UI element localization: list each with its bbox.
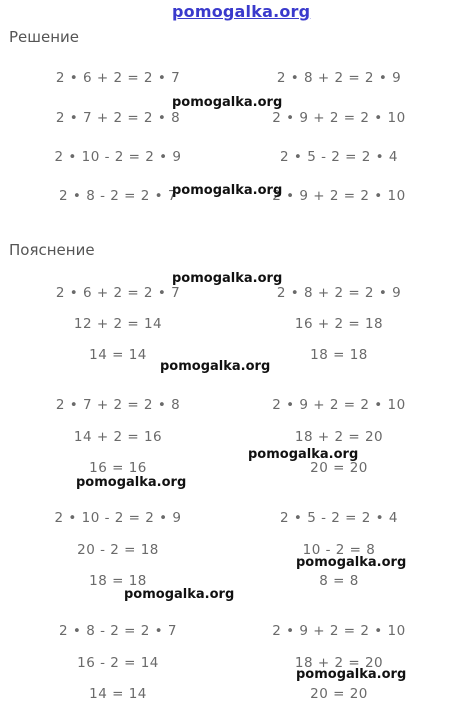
- solution-right-eq-3: 2 • 5 - 2 = 2 • 4: [280, 149, 398, 165]
- watermark: pomogalka.org: [296, 667, 407, 682]
- explanation-right-3-line-2: 10 - 2 = 8: [302, 542, 376, 558]
- explanation-left-4-line-3: 14 = 14: [89, 686, 147, 702]
- explanation-right-4-line-2: 18 + 2 = 20: [294, 655, 384, 671]
- explanation-left-1-line-1: 2 • 6 + 2 = 2 • 7: [55, 285, 181, 301]
- explanation-right-1-line-3: 18 = 18: [310, 347, 368, 363]
- watermark: pomogalka.org: [172, 183, 283, 198]
- header-watermark-link[interactable]: pomogalka.org: [172, 2, 311, 21]
- explanation-right-3-line-1: 2 • 5 - 2 = 2 • 4: [280, 510, 398, 526]
- explanation-right-3-line-3: 8 = 8: [319, 573, 359, 589]
- explanation-left-3-line-1: 2 • 10 - 2 = 2 • 9: [54, 510, 182, 526]
- solution-left-eq-2: 2 • 7 + 2 = 2 • 8: [55, 110, 181, 126]
- solution-left-eq-4: 2 • 8 - 2 = 2 • 7: [59, 188, 177, 204]
- explanation-left-3-line-2: 20 - 2 = 18: [77, 542, 159, 558]
- watermark: pomogalka.org: [76, 475, 187, 490]
- explanation-right-2-line-3: 20 = 20: [310, 460, 368, 476]
- explanation-right-1-line-1: 2 • 8 + 2 = 2 • 9: [276, 285, 402, 301]
- explanation-left-4-line-1: 2 • 8 - 2 = 2 • 7: [59, 623, 177, 639]
- explanation-heading: Пояснение: [9, 241, 95, 259]
- solution-right-eq-4: 2 • 9 + 2 = 2 • 10: [272, 188, 406, 204]
- explanation-left-1-line-2: 12 + 2 = 14: [73, 316, 163, 332]
- explanation-left-1-line-3: 14 = 14: [89, 347, 147, 363]
- watermark: pomogalka.org: [248, 447, 359, 462]
- explanation-right-2-line-1: 2 • 9 + 2 = 2 • 10: [272, 397, 406, 413]
- explanation-right-2-line-2: 18 + 2 = 20: [294, 429, 384, 445]
- explanation-left-2-line-2: 14 + 2 = 16: [73, 429, 163, 445]
- solution-heading: Решение: [9, 28, 80, 46]
- watermark: pomogalka.org: [172, 271, 283, 286]
- explanation-left-2-line-3: 16 = 16: [89, 460, 147, 476]
- explanation-left-3-line-3: 18 = 18: [89, 573, 147, 589]
- explanation-left-2-line-1: 2 • 7 + 2 = 2 • 8: [55, 397, 181, 413]
- explanation-left-4-line-2: 16 - 2 = 14: [77, 655, 159, 671]
- explanation-right-4-line-3: 20 = 20: [310, 686, 368, 702]
- solution-right-eq-2: 2 • 9 + 2 = 2 • 10: [272, 110, 406, 126]
- solution-left-eq-1: 2 • 6 + 2 = 2 • 7: [55, 70, 181, 86]
- solution-right-eq-1: 2 • 8 + 2 = 2 • 9: [276, 70, 402, 86]
- watermark: pomogalka.org: [124, 587, 235, 602]
- explanation-right-1-line-2: 16 + 2 = 18: [294, 316, 384, 332]
- watermark: pomogalka.org: [160, 359, 271, 374]
- solution-left-eq-3: 2 • 10 - 2 = 2 • 9: [54, 149, 182, 165]
- watermark: pomogalka.org: [172, 95, 283, 110]
- watermark: pomogalka.org: [296, 555, 407, 570]
- explanation-right-4-line-1: 2 • 9 + 2 = 2 • 10: [272, 623, 406, 639]
